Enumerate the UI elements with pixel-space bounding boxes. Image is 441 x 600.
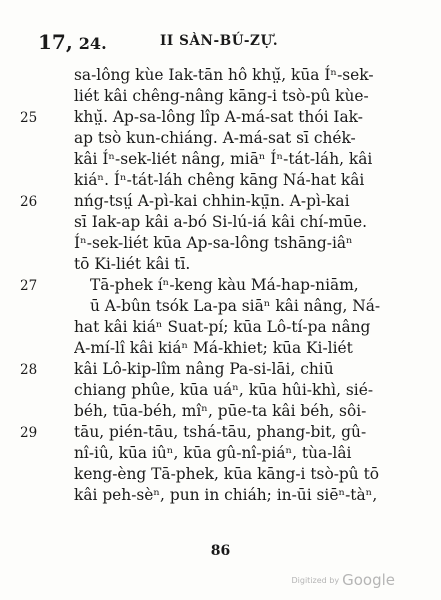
- text-line: [0, 380, 441, 401]
- line-text: kâi Íⁿ-sek-liét nâng, miāⁿ Íⁿ-tát-láh, kâi: [74, 150, 373, 168]
- text-line: [0, 401, 441, 422]
- line-text: nńg-tsṳ́ A-pì-kai chhin-kṳ̄n. A-pì-kai: [74, 192, 350, 210]
- text-line: [0, 338, 441, 359]
- text-line: [0, 359, 441, 380]
- verse-number-marker: 27: [20, 278, 38, 294]
- chapter-number: 17,: [38, 30, 73, 54]
- text-line: [0, 275, 441, 296]
- text-line: [0, 86, 441, 107]
- text-line: [0, 170, 441, 191]
- line-text: kiáⁿ. Íⁿ-tát-láh chêng kāng Ná-hat kâi: [74, 171, 365, 189]
- page-number: 86: [210, 543, 231, 559]
- text-line: [0, 107, 441, 128]
- text-line: [0, 317, 441, 338]
- watermark-brand: Google: [342, 571, 395, 589]
- text-line: [0, 233, 441, 254]
- line-text: kâi peh-sèⁿ, pun in chiáh; in-ūi siēⁿ-tàⁿ,: [74, 486, 378, 504]
- digitized-watermark: [291, 571, 395, 589]
- verse-number-marker: 28: [20, 362, 38, 378]
- line-text: hat kâi kiáⁿ Suat-pí; kūa Lô-tí-pa nâng: [74, 318, 371, 336]
- page-header: [0, 30, 441, 54]
- line-text: Tā-phek íⁿ-keng kàu Má-hap-niām,: [90, 276, 359, 294]
- line-text: ū A-bûn tsók La-pa siāⁿ kâi nâng, Ná-: [90, 297, 381, 315]
- verse-number-marker: 26: [20, 194, 38, 210]
- line-text: sī Iak-ap kâi a-bó Si-lú-iá kâi chí-mūe.: [74, 213, 368, 231]
- watermark-prefix: Digitized by: [291, 576, 340, 585]
- line-text: tāu, pién-tāu, tshá-tāu, phang-bit, gû-: [74, 423, 367, 441]
- text-line: [0, 191, 441, 212]
- verse-number: 24.: [78, 34, 107, 53]
- text-line: [0, 254, 441, 275]
- text-line: [0, 212, 441, 233]
- page-body: [0, 65, 441, 506]
- text-line: [0, 422, 441, 443]
- line-text: keng-èng Tā-phek, kūa kāng-i tsò-pû tō: [74, 465, 380, 483]
- text-line: [0, 464, 441, 485]
- line-text: khṳ̆. Ap-sa-lông lîp A-má-sat thói Iak-: [74, 108, 363, 126]
- text-line: [0, 128, 441, 149]
- line-text: ap tsò kun-chiáng. A-má-sat sī chék-: [74, 129, 356, 147]
- line-text: béh, tūa-béh, mîⁿ, pūe-ta kâi béh, sôi-: [74, 402, 367, 420]
- chapter-verse-reference: [38, 30, 107, 54]
- line-text: nî-iû, kūa iûⁿ, kūa gû-nî-piáⁿ, tùa-lâi: [74, 444, 352, 462]
- line-text: A-mí-lî kâi kiáⁿ Má-khiet; kūa Ki-liét: [74, 339, 353, 357]
- text-line: [0, 65, 441, 86]
- line-text: liét kâi chêng-nâng kāng-i tsò-pû kùe-: [74, 87, 369, 105]
- verse-number-marker: 25: [20, 110, 38, 126]
- running-title: II SÀN-BÚ-ZỰ.: [160, 33, 279, 49]
- text-line: [0, 296, 441, 317]
- text-line: [0, 443, 441, 464]
- text-line: [0, 149, 441, 170]
- line-text: kâi Lô-kip-lîm nâng Pa-si-lāi, chiū: [74, 360, 334, 378]
- line-text: sa-lông kùe Iak-tān hô khṳ̆, kūa Íⁿ-sek-: [74, 66, 374, 84]
- text-line: [0, 485, 441, 506]
- line-text: Íⁿ-sek-liét kūa Ap-sa-lông tshāng-iâⁿ: [74, 234, 353, 252]
- line-text: chiang phûe, kūa uáⁿ, kūa hûi-khì, sié-: [74, 381, 374, 399]
- line-text: tō Ki-liét kâi tī.: [74, 255, 191, 273]
- verse-number-marker: 29: [20, 425, 38, 441]
